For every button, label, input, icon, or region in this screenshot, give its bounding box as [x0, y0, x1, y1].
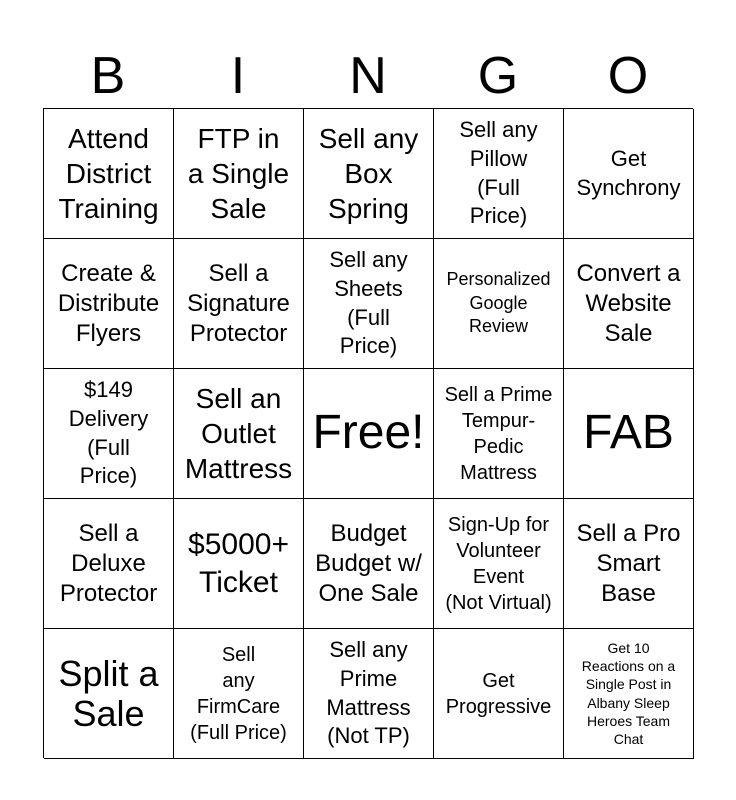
cell-text: Sell any Pillow (Full Price)	[459, 117, 538, 229]
bingo-cell-r1-c4[interactable]	[434, 109, 564, 239]
bingo-cell-r4-c2[interactable]	[174, 499, 304, 629]
bingo-cell-r4-c5[interactable]	[564, 499, 694, 629]
bingo-cell-r1-c5[interactable]	[564, 109, 694, 239]
bingo-cell-r5-c5[interactable]	[564, 629, 694, 759]
bingo-board	[43, 108, 693, 758]
cell-text: Sell a Signature Protector	[187, 259, 290, 347]
cell-text: $149 Delivery (Full Price)	[68, 377, 149, 489]
bingo-cell-r1-c2[interactable]	[174, 109, 304, 239]
bingo-cell-r3-c2[interactable]	[174, 369, 304, 499]
cell-text: Get Synchrony	[576, 145, 681, 200]
header-letter-i: I	[230, 47, 246, 105]
cell-text: Convert a Website Sale	[576, 259, 681, 347]
cell-text: Sell an Outlet Mattress	[184, 383, 293, 484]
cell-text: $5000+ Ticket	[188, 528, 289, 599]
bingo-cell-free[interactable]	[304, 369, 434, 499]
cell-text: Create & Distribute Flyers	[57, 259, 160, 347]
bingo-cell-r3-c4[interactable]	[434, 369, 564, 499]
bingo-cell-r2-c5[interactable]	[564, 239, 694, 369]
cell-text: Sell a Pro Smart Base	[576, 519, 681, 607]
cell-text: Sell a Prime Tempur- Pedic Mattress	[444, 383, 553, 484]
bingo-cell-r4-c4[interactable]	[434, 499, 564, 629]
bingo-cell-r3-c5[interactable]	[564, 369, 694, 499]
bingo-cell-r4-c1[interactable]	[44, 499, 174, 629]
cell-text: Sell any Box Spring	[318, 123, 419, 224]
bingo-cell-r5-c1[interactable]	[44, 629, 174, 759]
bingo-cell-r1-c1[interactable]	[44, 109, 174, 239]
header-letter-o: O	[607, 47, 649, 105]
cell-text: Sell any Prime Mattress (Not TP)	[326, 637, 411, 749]
bingo-cell-r5-c4[interactable]	[434, 629, 564, 759]
cell-text: FTP in a Single Sale	[187, 123, 290, 224]
cell-text: Personalized Google Review	[446, 269, 551, 337]
bingo-cell-r4-c3[interactable]	[304, 499, 434, 629]
cell-text: Get 10 Reactions on a Single Post in Albany Sleep Heroes Team Chat	[581, 639, 676, 747]
bingo-cell-r3-c1[interactable]	[44, 369, 174, 499]
bingo-cell-r2-c2[interactable]	[174, 239, 304, 369]
cell-text: FAB	[583, 406, 674, 460]
bingo-cell-r1-c3[interactable]	[304, 109, 434, 239]
header-letter-n: N	[349, 47, 387, 105]
header-letter-g: G	[477, 47, 519, 105]
bingo-cell-r2-c3[interactable]	[304, 239, 434, 369]
bingo-cell-r5-c2[interactable]	[174, 629, 304, 759]
cell-text: Sell a Deluxe Protector	[59, 519, 158, 607]
cell-text: Sell any Sheets (Full Price)	[329, 247, 408, 359]
bingo-header	[43, 46, 693, 106]
cell-text: Sell any FirmCare (Full Price)	[190, 643, 287, 744]
cell-text: Budget Budget w/ One Sale	[315, 519, 422, 607]
free-space-label: Free!	[312, 406, 425, 460]
cell-text: Split a Sale	[58, 652, 159, 734]
bingo-cell-r5-c3[interactable]	[304, 629, 434, 759]
cell-text: Sign-Up for Volunteer Event (Not Virtual)	[445, 513, 552, 614]
bingo-cell-r2-c1[interactable]	[44, 239, 174, 369]
header-letter-b: B	[90, 47, 126, 105]
bingo-cell-r2-c4[interactable]	[434, 239, 564, 369]
cell-text: Attend District Training	[58, 123, 159, 224]
cell-text: Get Progressive	[445, 669, 552, 718]
